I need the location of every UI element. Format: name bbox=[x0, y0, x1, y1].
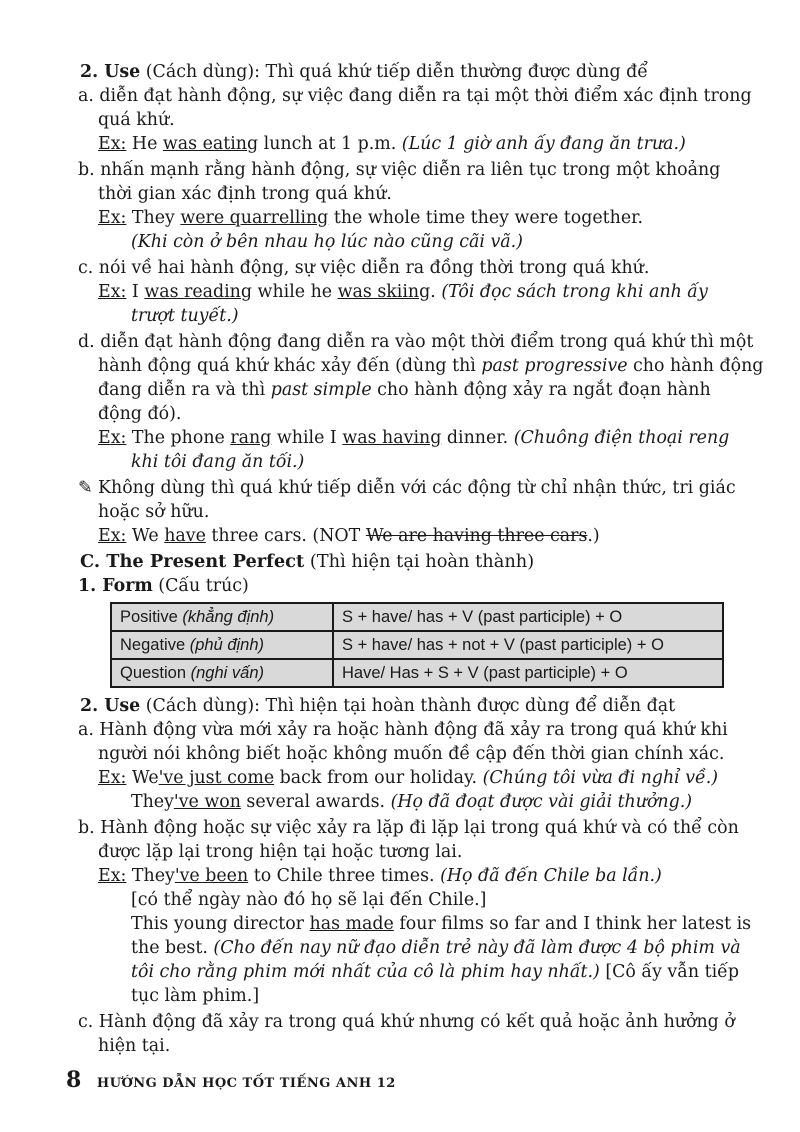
use-a-line2: quá khứ. bbox=[98, 110, 175, 130]
use-d-line2 bbox=[0, 354, 800, 378]
page-number: 8 bbox=[66, 1067, 82, 1093]
pp-example-b5 bbox=[0, 960, 800, 984]
term: past simple bbox=[270, 380, 372, 400]
ex-translation: (Cho đến nay nữ đạo diễn trẻ này đã làm được 4 bộ phim và bbox=[213, 938, 741, 958]
ex-text: lunch at 1 p.m. bbox=[258, 134, 402, 154]
pp-use-heading bbox=[0, 694, 800, 718]
use-b-line2: thời gian xác định trong quá khứ. bbox=[98, 184, 392, 204]
pencil-note-icon: ✎ bbox=[78, 478, 93, 498]
table-row bbox=[111, 659, 723, 687]
term: past progressive bbox=[481, 356, 628, 376]
ex-translation: (Lúc 1 giờ anh ấy đang ăn trưa.) bbox=[401, 134, 686, 154]
struck-text: We are having three cars bbox=[365, 526, 588, 546]
pp-example-b3 bbox=[0, 912, 800, 936]
form-table bbox=[110, 602, 724, 688]
ex-text: This young director bbox=[131, 914, 310, 934]
table-cell-formula: Have/ Has + S + V (past participle) + O bbox=[333, 659, 723, 687]
ex-text: three cars. (NOT bbox=[205, 526, 366, 546]
ex-label: Ex: bbox=[98, 134, 127, 154]
form-heading-number: 1. Form bbox=[78, 576, 153, 596]
page-footer bbox=[66, 1068, 396, 1096]
ex-text: They bbox=[126, 208, 181, 228]
table-cell-formula: S + have/ has + not + V (past participle) + O bbox=[333, 631, 723, 659]
use-heading bbox=[0, 60, 800, 84]
label: Question bbox=[120, 664, 191, 682]
example-d-translation: khi tôi đang ăn tối.) bbox=[131, 452, 305, 472]
ex-text: while I bbox=[271, 428, 343, 448]
use-d-line4: động đó). bbox=[98, 404, 182, 424]
table-cell-label bbox=[111, 659, 333, 687]
page-content bbox=[0, 60, 800, 1058]
ex-label: Ex: bbox=[98, 282, 127, 302]
section-title: C. The Present Perfect bbox=[80, 551, 305, 572]
use-d-line1: d. diễn đạt hành động đang diễn ra vào một thời điểm trong quá khứ thì một bbox=[78, 332, 754, 352]
label-vi: (khẳng định) bbox=[182, 608, 275, 626]
use-d-line3 bbox=[0, 378, 800, 402]
ex-text: We bbox=[126, 526, 165, 546]
example-c-translation: trượt tuyết.) bbox=[131, 306, 239, 326]
ex-translation: (Chúng tôi vừa đi nghỉ về.) bbox=[482, 768, 719, 788]
table-row bbox=[111, 603, 723, 631]
ex-label: Ex: bbox=[98, 208, 127, 228]
pp-example-b2: [có thể ngày nào đó họ sẽ lại đến Chile.] bbox=[131, 890, 487, 910]
use-heading-text: (Cách dùng): Thì quá khứ tiếp diễn thường được dùng để bbox=[140, 62, 648, 82]
pp-b-line2: được lặp lại trong hiện tại hoặc tương lai. bbox=[98, 842, 463, 862]
ex-verb: was reading bbox=[144, 282, 253, 302]
book-title: HƯỚNG DẪN HỌC TỐT TIẾNG ANH 12 bbox=[96, 1076, 396, 1091]
table-cell-formula: S + have/ has + V (past participle) + O bbox=[333, 603, 723, 631]
pp-b-line1: b. Hành động hoặc sự việc xảy ra lặp đi lặp lại trong quá khứ và có thể còn bbox=[78, 818, 739, 838]
ex-text: . bbox=[430, 282, 442, 302]
ex-text: They bbox=[131, 792, 174, 812]
pp-a-line2: người nói không biết hoặc không muốn đề cập đến thời gian chính xác. bbox=[98, 744, 725, 764]
pp-example-a1 bbox=[0, 766, 800, 790]
ex-verb: 've just come bbox=[158, 768, 275, 788]
ex-translation: tôi cho rằng phim mới nhất của cô là phim hay nhất.) bbox=[131, 962, 600, 982]
ex-text: the whole time they were together. bbox=[328, 208, 644, 228]
form-heading-text: (Cấu trúc) bbox=[152, 576, 249, 596]
use-heading-number: 2. Use bbox=[80, 62, 141, 82]
ex-verb: have bbox=[164, 526, 206, 546]
example-c bbox=[0, 280, 800, 304]
ex-text: .) bbox=[587, 526, 600, 546]
table-cell-label bbox=[111, 631, 333, 659]
ex-translation: (Tôi đọc sách trong khi anh ấy bbox=[441, 282, 708, 302]
ex-text: He bbox=[126, 134, 163, 154]
ex-translation: (Họ đã đến Chile ba lần.) bbox=[440, 866, 662, 886]
label-vi: (phủ định) bbox=[189, 636, 265, 654]
section-c-heading bbox=[0, 550, 800, 574]
ex-verb: was skiing bbox=[337, 282, 431, 302]
ex-verb: 've been bbox=[174, 866, 249, 886]
pp-c-line2: hiện tại. bbox=[98, 1036, 171, 1056]
ex-verb: was eating bbox=[162, 134, 259, 154]
pp-example-b1 bbox=[0, 864, 800, 888]
ex-text: I bbox=[126, 282, 145, 302]
example-b-translation: (Khi còn ở bên nhau họ lúc nào cũng cãi vã.) bbox=[131, 232, 523, 252]
ex-verb: was having bbox=[342, 428, 442, 448]
ex-translation: (Họ đã đoạt được vài giải thưởng.) bbox=[390, 792, 693, 812]
ex-label: Ex: bbox=[98, 428, 127, 448]
ex-text: dinner. bbox=[441, 428, 514, 448]
pp-c-line1: c. Hành động đã xảy ra trong quá khứ nhưng có kết quả hoặc ảnh hưởng ở bbox=[78, 1012, 735, 1032]
label-vi: (nghi vấn) bbox=[190, 664, 264, 682]
use-b-line1: b. nhấn mạnh rằng hành động, sự việc diễn ra liên tục trong một khoảng bbox=[78, 160, 721, 180]
use-a-line1: a. diễn đạt hành động, sự việc đang diễn ra tại một thời điểm xác định trong bbox=[78, 86, 752, 106]
pp-example-b6: tục làm phim.] bbox=[131, 986, 260, 1006]
text: cho hành động bbox=[627, 356, 764, 376]
ex-text: several awards. bbox=[240, 792, 391, 812]
example-a bbox=[0, 132, 800, 156]
example-b bbox=[0, 206, 800, 230]
note-line1 bbox=[0, 476, 800, 500]
note-text: Không dùng thì quá khứ tiếp diễn với các động từ chỉ nhận thức, tri giác bbox=[98, 478, 736, 498]
ex-verb: were quarrelling bbox=[180, 208, 329, 228]
form-heading bbox=[0, 574, 800, 598]
text: hành động quá khứ khác xảy đến (dùng thì bbox=[98, 356, 482, 376]
table-cell-label bbox=[111, 603, 333, 631]
ex-label: Ex: bbox=[98, 768, 127, 788]
ex-text: back from our holiday. bbox=[274, 768, 483, 788]
ex-label: Ex: bbox=[98, 866, 127, 886]
example-d bbox=[0, 426, 800, 450]
note-line2: hoặc sở hữu. bbox=[98, 502, 210, 522]
example-note bbox=[0, 524, 800, 548]
ex-text: We bbox=[126, 768, 159, 788]
pp-example-b4 bbox=[0, 936, 800, 960]
label: Positive bbox=[120, 608, 183, 626]
ex-text: the best. bbox=[131, 938, 214, 958]
use-c-line1: c. nói về hai hành động, sự việc diễn ra đồng thời trong quá khứ. bbox=[78, 258, 650, 278]
ex-verb: has made bbox=[309, 914, 394, 934]
text: đang diễn ra và thì bbox=[98, 380, 271, 400]
pp-example-a2 bbox=[0, 790, 800, 814]
ex-text: They bbox=[126, 866, 175, 886]
ex-label: Ex: bbox=[98, 526, 127, 546]
ex-text: to Chile three times. bbox=[248, 866, 441, 886]
ex-text: four films so far and I think her latest is bbox=[393, 914, 752, 934]
text: cho hành động xảy ra ngắt đoạn hành bbox=[371, 380, 711, 400]
ex-text: [Cô ấy vẫn tiếp bbox=[599, 962, 740, 982]
pp-a-line1: a. Hành động vừa mới xảy ra hoặc hành động đã xảy ra trong quá khứ khi bbox=[78, 720, 728, 740]
use-heading-text: (Cách dùng): Thì hiện tại hoàn thành được dùng để diễn đạt bbox=[140, 696, 676, 716]
section-subtitle: (Thì hiện tại hoàn thành) bbox=[304, 551, 535, 572]
ex-text: The phone bbox=[126, 428, 231, 448]
use-heading-number: 2. Use bbox=[80, 696, 141, 716]
ex-text: while he bbox=[252, 282, 338, 302]
ex-translation: (Chuông điện thoại reng bbox=[513, 428, 730, 448]
ex-verb: rang bbox=[230, 428, 272, 448]
ex-verb: 've won bbox=[173, 792, 241, 812]
label: Negative bbox=[120, 636, 190, 654]
table-row bbox=[111, 631, 723, 659]
